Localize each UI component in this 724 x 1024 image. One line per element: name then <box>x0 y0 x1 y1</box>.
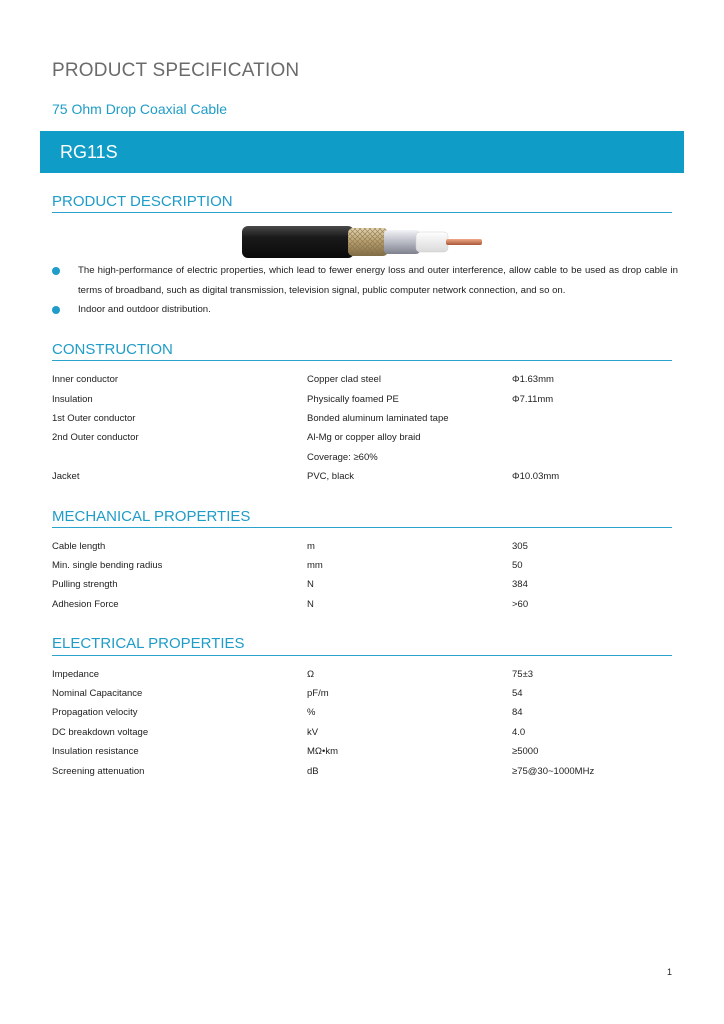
property-unit: N <box>307 579 314 590</box>
property-name: Pulling strength <box>52 579 118 590</box>
table-row <box>52 599 672 615</box>
property-value: ≥5000 <box>512 746 539 757</box>
cable-foil <box>384 230 420 254</box>
property-value: 305 <box>512 541 528 552</box>
table-row <box>52 746 672 762</box>
property-value: Φ10.03mm <box>512 471 560 482</box>
property-value: 54 <box>512 688 523 699</box>
table-row <box>52 560 672 576</box>
table-row <box>52 727 672 743</box>
property-name: Insulation resistance <box>52 746 139 757</box>
section-rule <box>52 527 672 528</box>
property-name: Insulation <box>52 394 93 405</box>
bullet-dot <box>52 306 60 314</box>
table-row <box>52 579 672 595</box>
property-name: Jacket <box>52 471 80 482</box>
property-unit: mm <box>307 560 323 571</box>
property-value: 4.0 <box>512 727 526 738</box>
property-unit: N <box>307 599 314 610</box>
property-value: Φ7.11mm <box>512 394 554 405</box>
property-name: Screening attenuation <box>52 766 145 777</box>
description-bullet-2: Indoor and outdoor distribution. <box>78 304 211 315</box>
property-unit: MΩ•km <box>307 746 339 757</box>
property-name: Propagation velocity <box>52 707 138 718</box>
property-material: Copper clad steel <box>307 374 381 385</box>
document-title: PRODUCT SPECIFICATION <box>52 60 300 81</box>
property-unit: kV <box>307 727 319 738</box>
table-row <box>52 374 672 390</box>
property-name: Adhesion Force <box>52 599 119 610</box>
property-value: >60 <box>512 599 529 610</box>
property-name: Impedance <box>52 669 100 680</box>
section-title-electrical: ELECTRICAL PROPERTIES <box>52 635 245 652</box>
property-material: PVC, black <box>307 471 354 482</box>
property-value: 75±3 <box>512 669 534 680</box>
property-name: DC breakdown voltage <box>52 727 149 738</box>
property-name: Inner conductor <box>52 374 119 385</box>
description-bullet-1: The high-performance of electric properties, which lead to fewer energy loss and outer interference, allow cable to be used as drop cable in terms of broadband, such as digital transmission, television signal, public computer network connection, and so on. <box>78 265 678 296</box>
property-material: Physically foamed PE <box>307 394 399 405</box>
page-number: 1 <box>666 967 672 977</box>
property-value: 384 <box>512 579 528 590</box>
property-material: Coverage: ≥60% <box>307 452 378 463</box>
property-unit: pF/m <box>307 688 329 699</box>
section-title-description: PRODUCT DESCRIPTION <box>52 193 233 210</box>
section-title-construction: CONSTRUCTION <box>52 341 173 358</box>
property-name: Cable length <box>52 541 106 552</box>
property-unit: Ω <box>307 669 315 680</box>
section-title-mechanical: MECHANICAL PROPERTIES <box>52 508 251 525</box>
property-unit: dB <box>307 766 319 777</box>
cable-jacket <box>242 226 354 258</box>
property-name: 2nd Outer conductor <box>52 432 139 443</box>
property-value: ≥75@30~1000MHz <box>512 766 595 777</box>
property-unit: m <box>307 541 315 552</box>
property-value: Φ1.63mm <box>512 374 554 385</box>
table-row <box>52 452 672 468</box>
document-subtitle: 75 Ohm Drop Coaxial Cable <box>52 101 228 117</box>
table-row <box>52 688 672 704</box>
cable-insulation <box>416 232 448 252</box>
table-row <box>52 707 672 723</box>
property-name: 1st Outer conductor <box>52 413 136 424</box>
model-name: RG11S <box>60 142 118 162</box>
section-rule <box>52 655 672 656</box>
table-row <box>52 541 672 557</box>
table-row <box>52 432 672 448</box>
section-rule <box>52 360 672 361</box>
property-value: 84 <box>512 707 523 718</box>
cable-inner-conductor <box>446 239 482 245</box>
property-name: Nominal Capacitance <box>52 688 143 699</box>
bullet-dot <box>52 267 60 275</box>
table-row <box>52 394 672 410</box>
table-row <box>52 413 672 429</box>
table-row <box>52 669 672 685</box>
property-unit: % <box>307 707 316 718</box>
model-banner <box>40 131 684 173</box>
property-name: Min. single bending radius <box>52 560 163 571</box>
coaxial-cable-image <box>240 224 490 260</box>
table-row <box>52 766 672 782</box>
property-material: Al-Mg or copper alloy braid <box>307 432 421 443</box>
table-row <box>52 471 672 487</box>
property-material: Bonded aluminum laminated tape <box>307 413 449 424</box>
section-rule <box>52 212 672 213</box>
property-value: 50 <box>512 560 523 571</box>
